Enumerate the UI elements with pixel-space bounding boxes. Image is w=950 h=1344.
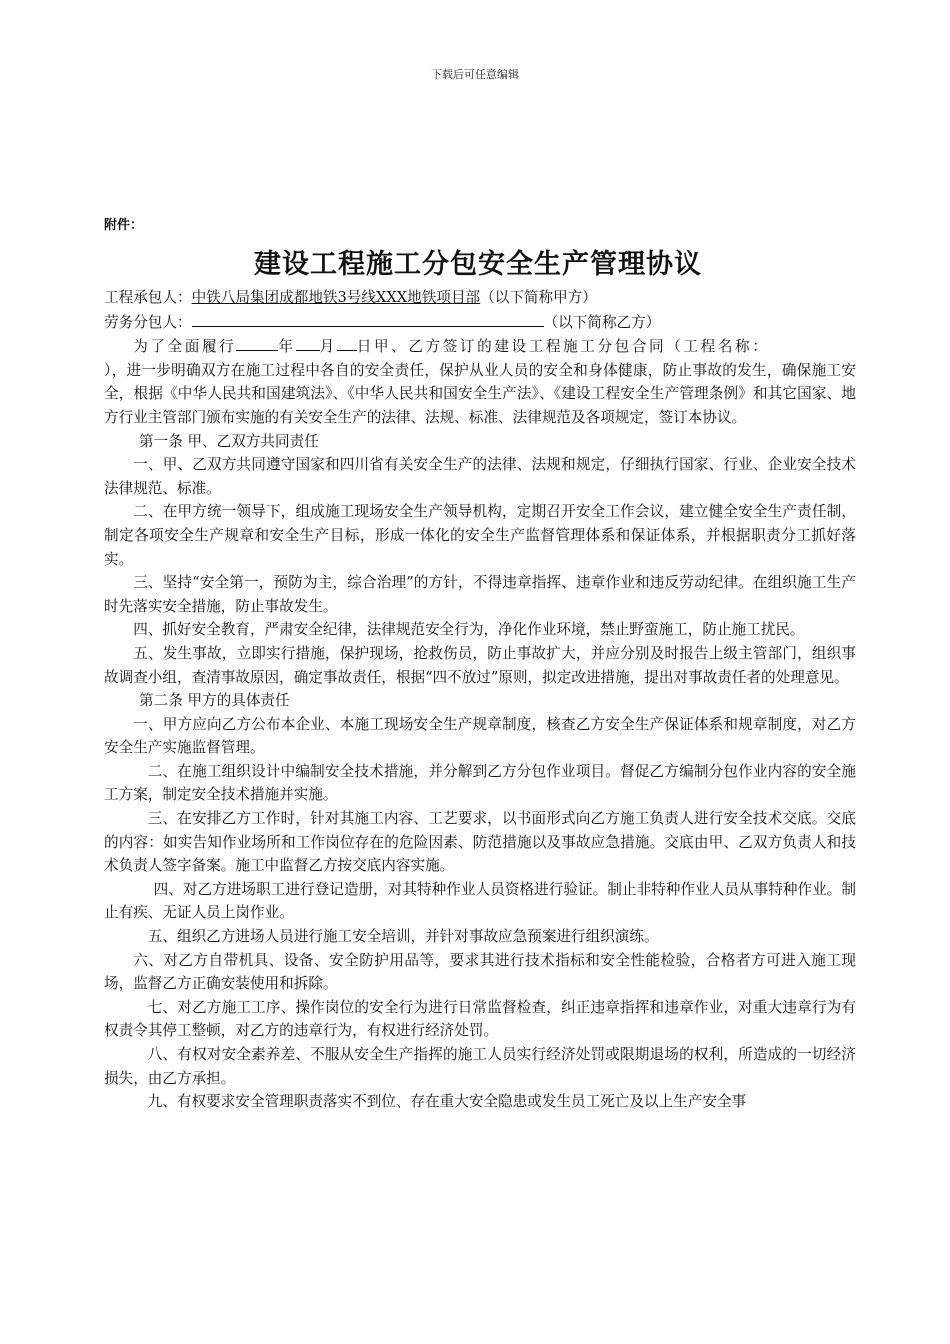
article1-item-1: 一、甲、乙双方共同遵守国家和四川省有关安全生产的法律、法规和规定，仔细执行国家、行业、企业安全技术法律规范、标准。 — [104, 456, 856, 497]
intro-paragraph-head — [104, 334, 856, 359]
year-blank — [236, 334, 278, 351]
article2-item-9: 九、有权要求安全管理职责落实不到位、存在重大安全隐患或发生员工死亡及以上生产安全事 — [147, 1093, 747, 1111]
contractor-name: 中铁八局集团成都地铁3号线XXX地铁项目部 — [191, 289, 481, 306]
article1-item-4: 四、抓好安全教育，严肃安全纪律，法律规范安全行为，净化作业环境，禁止野蛮施工，防止施工扰民。 — [133, 621, 805, 639]
attachment-label: 附件： — [104, 218, 144, 233]
article2-item-1: 一、甲方应向乙方公布本企业、本施工现场安全生产规章制度，核查乙方安全生产保证体系和规章制度，对乙方安全生产实施监督管理。 — [104, 715, 856, 757]
article2-item-3: 三、在安排乙方工作时，针对其施工内容、工艺要求，以书面形式向乙方施工负责人进行安全技术交底。交底的内容：如实告知作业场所和工作岗位存在的危险因素、防范措施以及事故应急措施。交底由甲、乙双方负责人和技术负责人签字备案。施工中监督乙方按交底内容实施。 — [104, 810, 856, 875]
document-title: 建设工程施工分包安全生产管理协议 — [254, 249, 702, 280]
day-blank — [337, 334, 357, 351]
intro-day: 日甲、乙方签订的建设工程施工分包合同（工程名称： — [356, 338, 770, 356]
article2-item-4: 四、对乙方进场职工进行登记造册，对其特种作业人员资格进行验证。制止非特种作业人员从事特种作业。制止有疾、无证人员上岗作业。 — [104, 880, 856, 922]
article1-item-3: 三、坚持“安全第一，预防为主，综合治理”的方针，不得违章指挥、违章作业和违反劳动纪律。在组织施工生产时先落实安全措施，防止事故发生。 — [104, 574, 856, 615]
intro-paragraph-rest: ），进一步明确双方在施工过程中各自的安全责任，保护从业人员的安全和身体健康，防止事故的发生，确保施工安全，根据《中华人民共和国建筑法》、《中华人民共和国安全生产法》、《建设工程安全生产管理条例》和其它国家、地方行业主管部门颁布实施的有关安全生产的法律、法规、标准、法律规范及各项规定，签订本协议。 — [104, 361, 856, 426]
article2-item-8: 八、有权对安全素养差、不服从安全生产指挥的施工人员实行经济处罚或限期退场的权利，所造成的一切经济损失，由乙方承担。 — [104, 1046, 856, 1087]
subcontractor-label: 劳务分包人： — [104, 313, 192, 331]
article1-heading: 第一条 甲、乙双方共同责任 — [139, 432, 319, 450]
subcontractor-blank — [192, 310, 544, 327]
article2-item-7: 七、对乙方施工工序、操作岗位的安全行为进行日常监督检查，纠正违章指挥和违章作业，对重大违章行为有权责令其停工整顿，对乙方的违章行为，有权进行经济处罚。 — [104, 998, 856, 1040]
month-blank — [296, 334, 320, 351]
intro-year: 年 — [278, 338, 296, 356]
article1-item-2: 二、在甲方统一领导下，组成施工现场安全生产领导机构，定期召开安全工作会议，建立健全安全生产责任制，制定各项安全生产规章和安全生产目标，形成一体化的安全生产监督管理体系和保证体系，并根据职责分工抓好落实。 — [104, 503, 856, 568]
intro-month: 月 — [319, 338, 337, 356]
intro-text-a: 为了全面履行 — [133, 338, 237, 356]
contractor-suffix: （以下简称甲方） — [480, 289, 597, 306]
subcontractor-line — [104, 310, 856, 335]
contractor-label: 工程承包人： — [104, 289, 192, 306]
header-note: 下载后可任意编辑 — [431, 68, 519, 81]
subcontractor-suffix: （以下简称乙方） — [543, 313, 661, 331]
document-body — [104, 286, 856, 1114]
article2-item-6: 六、对乙方自带机具、设备、安全防护用品等，要求其进行技术指标和安全性能检验，合格者方可进入施工现场，监督乙方正确安装使用和拆除。 — [104, 951, 856, 993]
contractor-line — [104, 286, 856, 310]
article2-item-2: 二、在施工组织设计中编制安全技术措施，并分解到乙方分包作业项目。督促乙方编制分包作业内容的安全施工方案，制定安全技术措施并实施。 — [104, 762, 856, 804]
article2-item-5: 五、组织乙方进场人员进行施工安全培训，并针对事故应急预案进行组织演练。 — [147, 928, 659, 946]
article2-heading: 第二条 甲方的具体责任 — [139, 692, 290, 710]
article1-item-5: 五、发生事故，立即实行措施，保护现场，抢救伤员，防止事故扩大，并应分别及时报告上级主管部门，组织事故调查小组，查清事故原因，确定事故责任，根据“四不放过”原则，拟定改进措施，提出对事故责任者的处理意见。 — [104, 644, 856, 686]
